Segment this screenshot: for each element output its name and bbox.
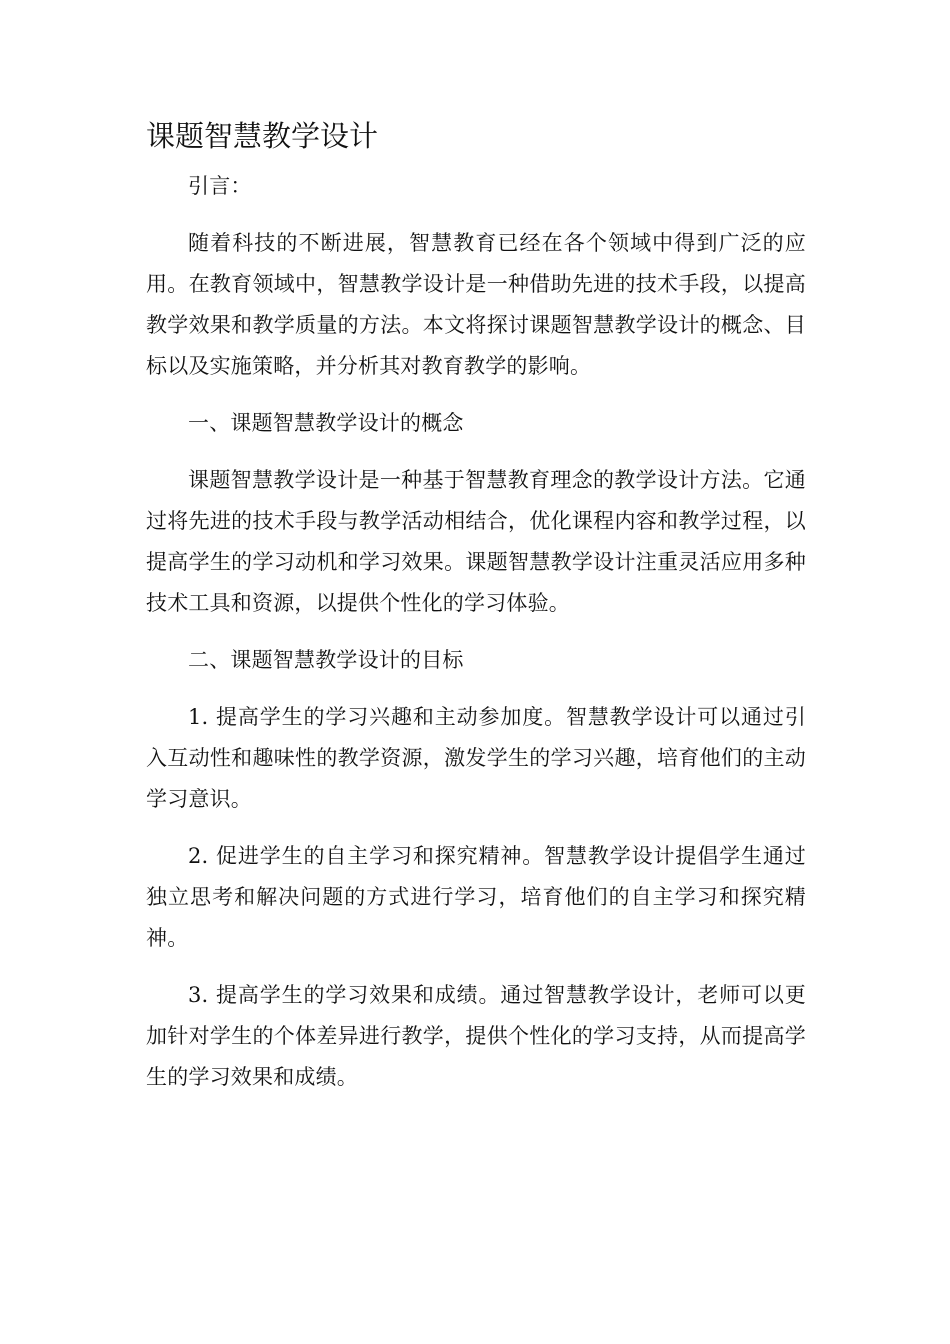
goal-item-2: 2. 促进学生的自主学习和探究精神。智慧教学设计提倡学生通过独立思考和解决问题的方式进行学习，培育他们的自主学习和探究精神。 (146, 844, 806, 950)
document-title: 课题智慧教学设计 (146, 119, 379, 153)
goal-item-1: 1. 提高学生的学习兴趣和主动参加度。智慧教学设计可以通过引入互动性和趣味性的教学资源，激发学生的学习兴趣，培育他们的主动学习意识。 (146, 705, 806, 811)
intro-label: 引言： (188, 174, 252, 198)
document-body (146, 166, 806, 1114)
intro-paragraph: 随着科技的不断进展，智慧教育已经在各个领域中得到广泛的应用。在教育领域中，智慧教学设计是一种借助先进的技术手段，以提高教学效果和教学质量的方法。本文将探讨课题智慧教学设计的概念、目标以及实施策略，并分析其对教育教学的影响。 (146, 231, 806, 378)
section2-heading: 二、课题智慧教学设计的目标 (188, 648, 464, 672)
goal-item-3: 3. 提高学生的学习效果和成绩。通过智慧教学设计，老师可以更加针对学生的个体差异进行教学，提供个性化的学习支持，从而提高学生的学习效果和成绩。 (146, 983, 806, 1089)
section1-heading: 一、课题智慧教学设计的概念 (188, 411, 464, 435)
section1-paragraph: 课题智慧教学设计是一种基于智慧教育理念的教学设计方法。它通过将先进的技术手段与教学活动相结合，优化课程内容和教学过程，以提高学生的学习动机和学习效果。课题智慧教学设计注重灵活应用多种技术工具和资源，以提供个性化的学习体验。 (146, 468, 806, 615)
